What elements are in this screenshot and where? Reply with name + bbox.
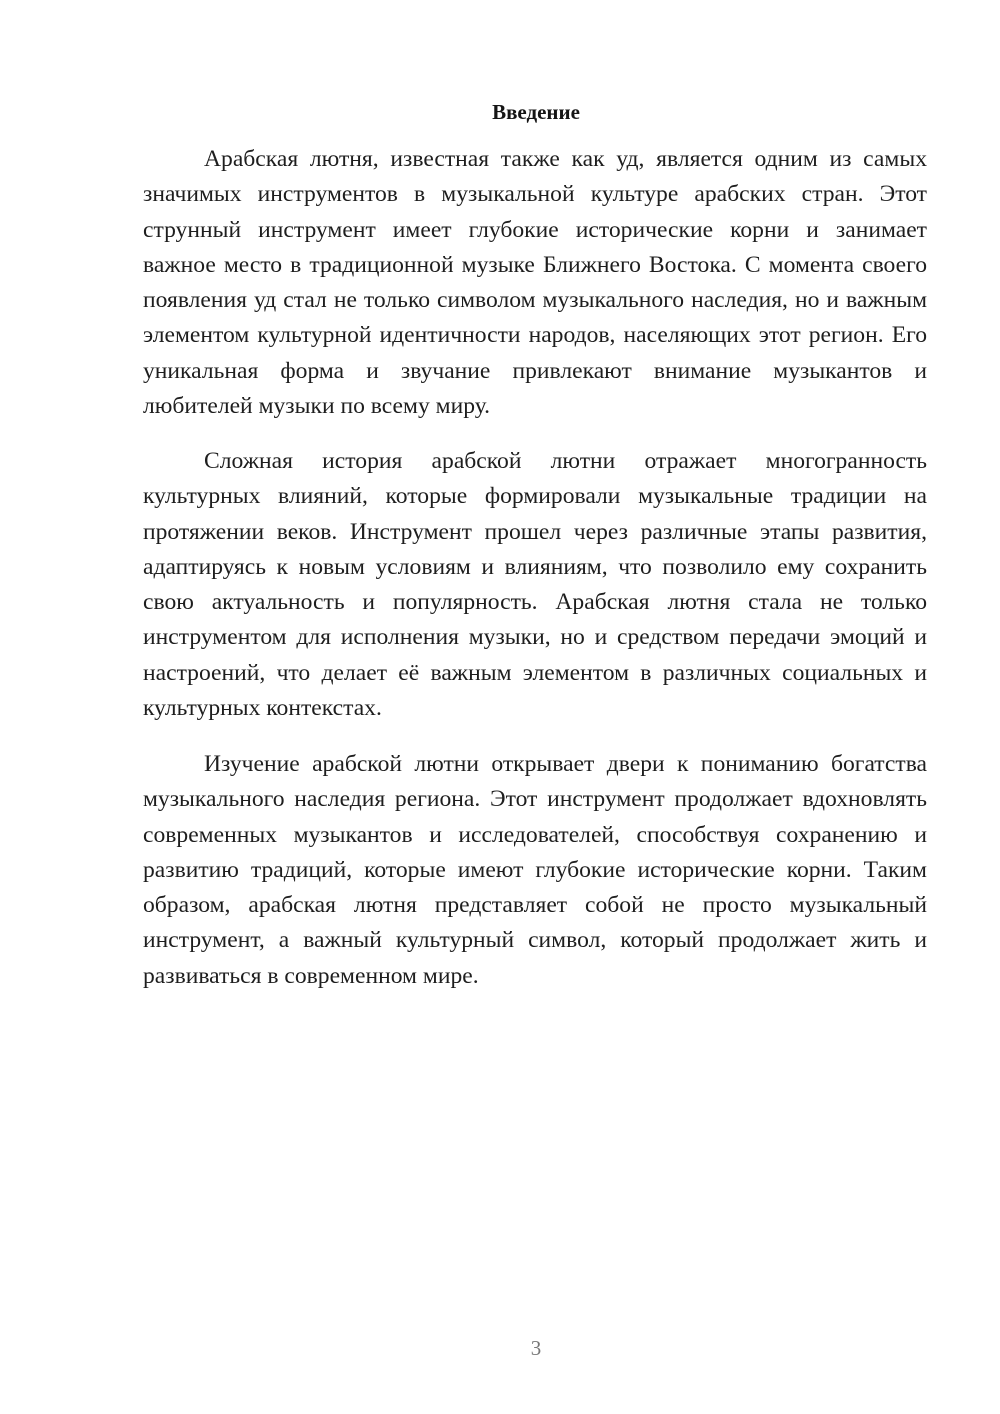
paragraph-3: Изучение арабской лютни открывает двери к пониманию богатства музыкального наследия региона. Этот инструмент продолжает вдохновлять современных музыкантов и исследователей, способствуя сохранению и развитию традиций, которые имеют глубокие исторические корни. Таким образом, арабская лютня представляет собой не просто музыкальный инструмент, а важный культурный символ, который продолжает жить и развиваться в современном мире. xyxy=(143,751,927,989)
page-number: 3 xyxy=(530,1336,542,1360)
paragraph-1: Арабская лютня, известная также как уд, является одним из самых значимых инструментов в музыкальной культуре арабских стран. Этот струнный инструмент имеет глубокие исторические корни и занимает важное место в традиционной музыке Ближнего Востока. С момента своего появления уд стал не только символом музыкального наследия, но и важным элементом культурной идентичности народов, населяющих этот регион. Его уникальная форма и звучание привлекают внимание музыкантов и любителей музыки по всему миру. xyxy=(143,146,927,420)
paragraph-2: Сложная история арабской лютни отражает многогранность культурных влияний, которые формировали музыкальные традиции на протяжении веков. Инструмент прошел через различные этапы развития, адаптируясь к новым условиям и влияниям, что позволило ему сохранить свою актуальность и популярность. Арабская лютня стала не только инструментом для исполнения музыки, но и средством передачи эмоций и настроений, что делает её важным элементом в различных социальных и культурных контекстах. xyxy=(143,448,927,722)
page-heading: Введение xyxy=(492,100,580,124)
